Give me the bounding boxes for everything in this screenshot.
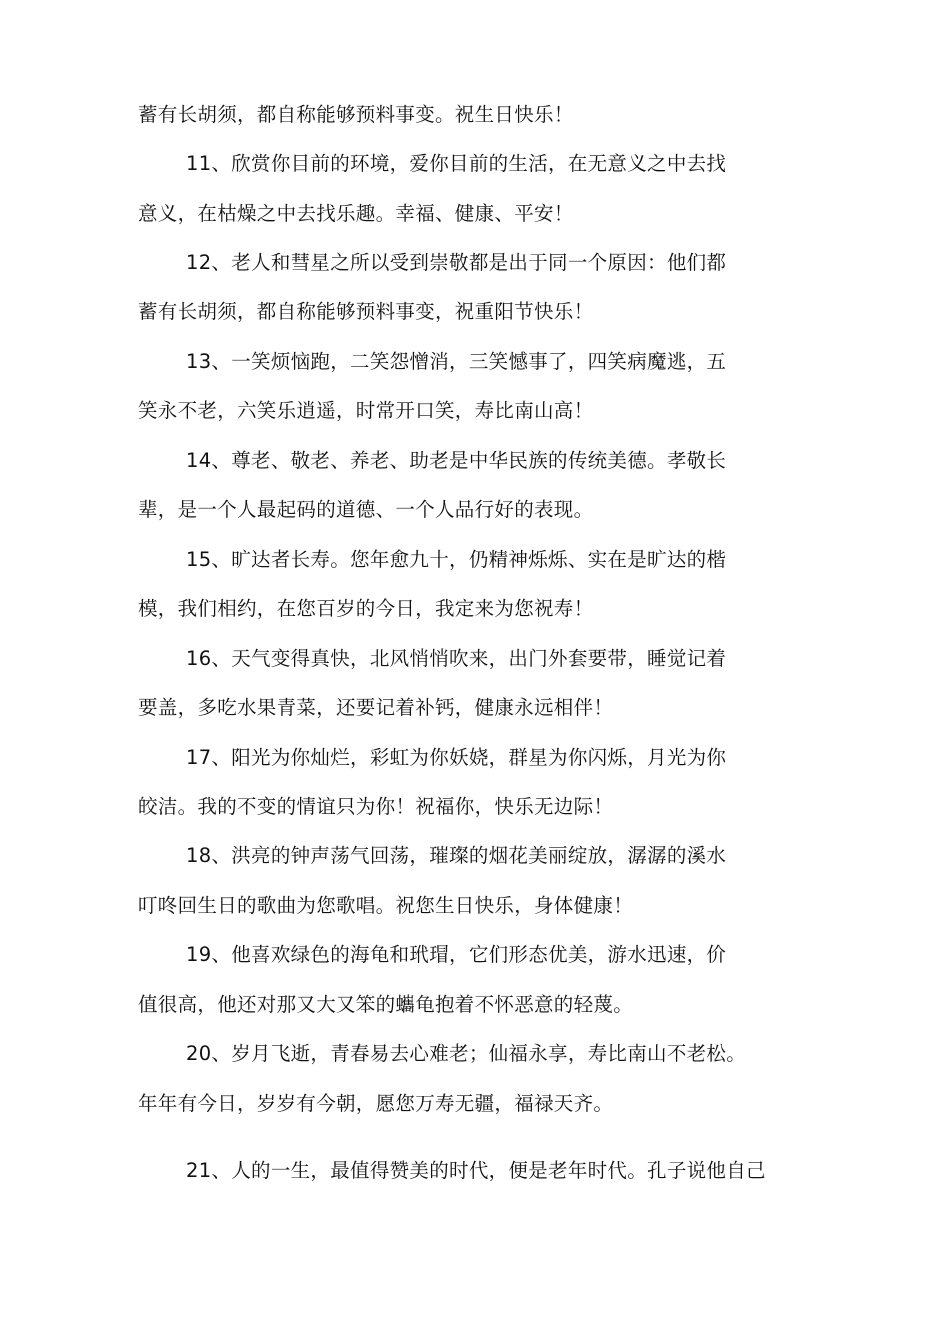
text-line: 18、洪亮的钟声荡气回荡，璀璨的烟花美丽绽放，潺潺的溪水 (186, 844, 727, 867)
text-line: 20、岁月飞逝，青春易去心难老；仙福永享，寿比南山不老松。 (186, 1042, 747, 1065)
text-line: 蓄有长胡须，都自称能够预料事变，祝重阳节快乐！ (138, 300, 594, 323)
text-line: 14、尊老、敬老、养老、助老是中华民族的传统美德。孝敬长 (186, 449, 727, 472)
text-line: 值很高，他还对那又大又笨的蠵龟抱着不怀恶意的轻蔑。 (138, 993, 634, 1016)
text-line: 要盖，多吃水果青菜，还要记着补钙，健康永远相伴！ (138, 696, 614, 719)
text-line: 蓄有长胡须，都自称能够预料事变。祝生日快乐！ (138, 103, 574, 126)
text-line: 12、老人和彗星之所以受到崇敬都是出于同一个原因：他们都 (186, 251, 727, 274)
text-line: 辈，是一个人最起码的道德、一个人品行好的表现。 (138, 498, 594, 521)
text-line: 17、阳光为你灿烂，彩虹为你妖娆，群星为你闪烁，月光为你 (186, 746, 727, 769)
text-line: 意义，在枯燥之中去找乐趣。幸福、健康、平安！ (138, 202, 574, 225)
text-line: 19、他喜欢绿色的海龟和玳瑁，它们形态优美，游水迅速，价 (186, 943, 727, 966)
text-line: 16、天气变得真快，北风悄悄吹来，出门外套要带，睡觉记着 (186, 647, 727, 670)
text-line: 叮咚回生日的歌曲为您歌唱。祝您生日快乐，身体健康！ (138, 894, 634, 917)
text-line: 15、旷达者长寿。您年愈九十，仍精神烁烁、实在是旷达的楷 (186, 548, 727, 571)
text-line: 11、欣赏你目前的环境，爱你目前的生活，在无意义之中去找 (186, 152, 727, 175)
text-line: 年年有今日，岁岁有今朝，愿您万寿无疆，福禄天齐。 (138, 1092, 614, 1115)
text-line: 笑永不老，六笑乐逍遥，时常开口笑，寿比南山高！ (138, 399, 594, 422)
text-line: 13、一笑烦恼跑，二笑怨憎消，三笑憾事了，四笑病魔逃，五 (186, 350, 727, 373)
text-line: 皎洁。我的不变的情谊只为你！祝福你，快乐无边际！ (138, 795, 614, 818)
text-line: 模，我们相约，在您百岁的今日，我定来为您祝寿！ (138, 597, 594, 620)
text-line: 21、人的一生，最值得赞美的时代，便是老年时代。孔子说他自己 (186, 1159, 766, 1182)
